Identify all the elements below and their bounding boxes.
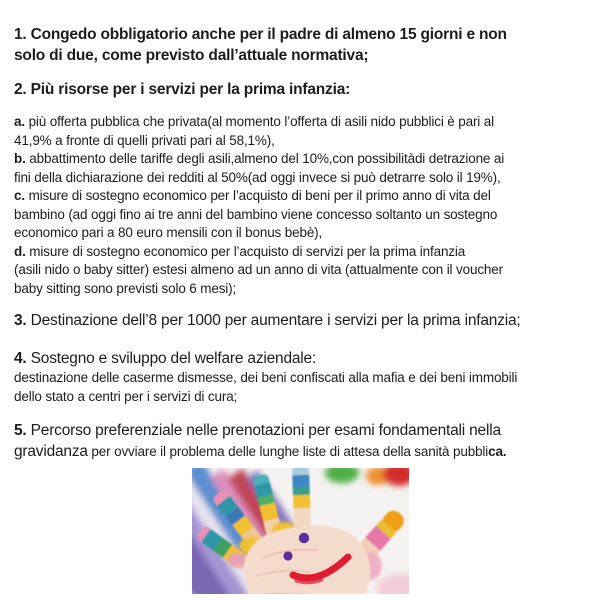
text-segment: 2. Più risorse per i servizi per la prima infanzia: [14, 81, 351, 98]
text-segment: 41,9% a fronte di quelli privati pari al 58,1%), [14, 132, 275, 148]
painted-hand-photo [192, 468, 409, 594]
text-segment: fini della dichiarazione dei redditi al 50%(ad oggi invece si può detrarre solo il 19%), [14, 169, 501, 185]
text-segment: Percorso preferenziale nelle prenotazioni per esami fondamentali nella [26, 422, 501, 439]
text-segment: Destinazione dell’8 per 1000 per aumentare i servizi per la prima infanzia; [26, 312, 521, 329]
text-segment: a. [14, 114, 25, 129]
text-segment: abbattimento delle tariffe degli asili,almeno del 10%,con possibilitàdi detrazione ai [25, 151, 505, 166]
text-line [14, 261, 586, 280]
text-line [14, 187, 586, 206]
text-segment: 3. [14, 312, 27, 329]
text-segment: solo di due, come previsto dall’attuale normativa; [14, 47, 369, 64]
text-line [14, 132, 586, 151]
text-segment: per ovviare il problema delle lunghe liste di attesa della sanità pubbli [87, 444, 489, 459]
text-line [14, 420, 586, 441]
text-segment: misure di sostegno economico per l’acquisto di beni per il primo anno di vita del [24, 188, 491, 203]
text-segment: più offerta pubblica che privata(al momento l’offerta di asili nido pubblici è pari al [24, 114, 494, 129]
text-segment: gravidanza [14, 443, 88, 460]
text-line [14, 280, 586, 299]
text-line [14, 79, 586, 100]
text-segment: c. [14, 188, 25, 203]
item-1 [14, 24, 586, 66]
text-segment: baby sitting sono previsti solo 6 mesi); [14, 280, 237, 296]
text-segment: dello stato a centri per i servizi di cura; [14, 388, 238, 404]
text-segment: 5. [14, 422, 27, 439]
text-segment: Sostegno e sviluppo del welfare aziendale: [26, 350, 317, 367]
text-segment: ca. [488, 444, 507, 459]
text-segment: misure di sostegno economico per l’acquisto di servizi per la prima infanzia [25, 243, 466, 259]
text-line [14, 348, 586, 369]
text-segment: bambino (ad oggi fino ai tre anni del bambino viene concesso soltanto un sostegno [14, 206, 498, 222]
text-segment: d. [14, 243, 26, 259]
text-line [14, 224, 586, 243]
text-line [14, 113, 586, 132]
text-line [14, 441, 586, 462]
text-segment: 1. Congedo obbligatorio anche per il padre di almeno 15 giorni e non [14, 26, 507, 43]
item-2-heading [14, 79, 586, 100]
text-line [14, 243, 586, 262]
smiley-eye [298, 533, 308, 543]
text-segment: destinazione delle caserme dismesse, dei beni confiscati alla mafia e dei beni immobili [14, 370, 518, 385]
item-3 [14, 310, 586, 331]
text-line [14, 45, 586, 66]
text-line [14, 169, 586, 188]
text-line [14, 369, 586, 388]
item-2-sublist [14, 113, 586, 298]
text-segment: 4. [14, 350, 27, 367]
item-5 [14, 420, 586, 462]
text-segment: economico pari a 80 euro mensili con il bonus bebè), [14, 225, 323, 240]
text-line [14, 206, 586, 225]
text-line [14, 24, 586, 45]
text-segment: (asili nido o baby sitter) estesi almeno ad un anno di vita (attualmente con il voucher [14, 262, 503, 277]
painted-hand-illustration [192, 468, 409, 594]
text-line [14, 388, 586, 407]
text-line [14, 150, 586, 169]
smiley-eye [283, 551, 292, 560]
text-segment: b. [14, 151, 26, 166]
text-line [14, 310, 586, 331]
item-4 [14, 348, 586, 406]
